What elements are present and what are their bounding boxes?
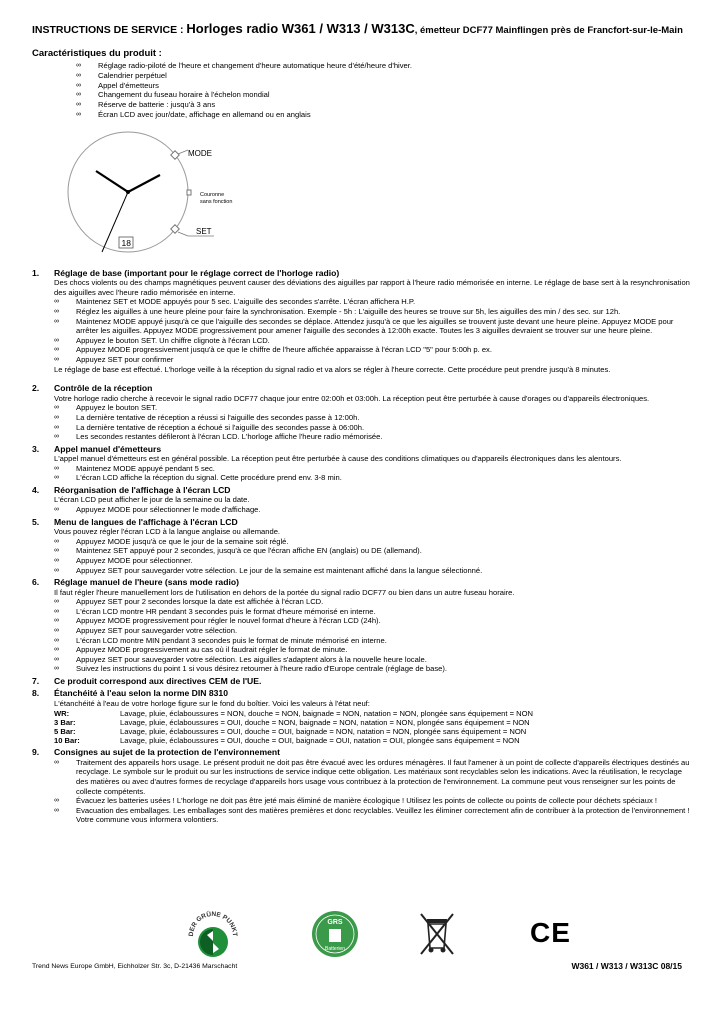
title-prefix: INSTRUCTIONS DE SERVICE : xyxy=(32,24,187,36)
features-list xyxy=(32,61,692,120)
wr-value: Lavage, pluie, éclaboussures = OUI, douche = OUI, baignade = NON, natation = NON, plongée sans équipement = NON xyxy=(120,726,527,736)
list-item: ∞ Réserve de batterie : jusqu'à 3 ans xyxy=(76,100,692,110)
list-item: ∞ Appuyez MODE progressivement jusqu'à ce que le chiffre de l'heure affichée apparaisse à l'écran LCD "5" pour 5:00h p. ex. xyxy=(54,345,692,355)
section-title: Ce produit correspond aux directives CEM de l'UE. xyxy=(54,675,262,686)
gruene-punkt-text: DER GRÜNE PUNKT xyxy=(187,910,239,937)
title-models: Horloges radio W361 / W313 / W313C xyxy=(186,21,415,36)
list-item: ∞ Appuyez MODE progressivement au cas où il faudrait régler le format de minute. xyxy=(54,645,692,655)
wr-value: Lavage, pluie, éclaboussures = OUI, douche = NON, baignade = NON, natation = NON, plongée sans équipement = NON xyxy=(120,717,530,727)
list-item: ∞ Appuyez MODE pour sélectionner. xyxy=(54,556,692,566)
list-item: ∞ L'écran LCD montre HR pendant 3 secondes puis le format d'heure mémorisé en interne. xyxy=(54,607,692,617)
section-intro: L'étanchéité à l'eau de votre horloge figure sur le fond du boîtier. Voici les valeurs à l'état neuf: xyxy=(54,698,370,708)
list-item: ∞ Réglez les aiguilles à une heure pleine pour faire la synchronisation. Exemple - 5h : L'aiguille des heures se trouve sur 5h, les aiguilles des min / des sec. sur 12h. xyxy=(54,307,692,317)
grs-text: GRS xyxy=(327,919,343,926)
list-item: ∞ Appuyez SET pour confirmer xyxy=(54,355,692,365)
section-number: 8. xyxy=(32,688,40,699)
section-number: 6. xyxy=(32,577,40,588)
document-code: W361 / W313 / W313C 08/15 xyxy=(571,961,682,971)
section-number: 1. xyxy=(32,267,40,278)
section-intro: L'appel manuel d'émetteurs est en général possible. La réception peut être perturbée à cause des conditions climatiques ou d'appareils électroniques dans les alentours. xyxy=(54,454,622,464)
weee-crossed-bin-icon xyxy=(418,911,456,957)
crown-label-2: sans fonction xyxy=(200,198,233,205)
set-leader xyxy=(178,232,188,236)
section-intro: Des chocs violents ou des champs magnétiques peuvent causer des déviations des aiguilles par rapport à l'heure radio mémorisée en interne. Le réglage de base sert à la resynchronisation des aiguilles avec l'heure radio mémorisée en interne. xyxy=(54,278,690,297)
section-outro: Le réglage de base est effectué. L'horloge veille à la réception du signal radio et va alors se régler à l'heure correcte. Cette procédure peut prendre jusqu'à 8 minutes. xyxy=(54,364,611,374)
section-list xyxy=(54,297,692,364)
list-item: ∞ Appuyez SET pour sauvegarder votre sélection. Le jour de la semaine est maintenant affiché dans la langue sélectionné. xyxy=(54,566,692,576)
page-title xyxy=(32,22,692,38)
wr-key: 10 Bar: xyxy=(54,736,80,746)
list-item: ∞ Appuyez MODE jusqu'à ce que le jour de la semaine soit réglé. xyxy=(54,537,692,547)
wr-key: 3 Bar: xyxy=(54,717,76,727)
set-label: SET xyxy=(196,226,212,236)
wr-key: 5 Bar: xyxy=(54,726,76,736)
section-5 xyxy=(32,517,692,575)
list-item: ∞ L'écran LCD affiche la réception du signal. Cette procédure prend env. 3-8 min. xyxy=(54,473,692,483)
list-item: ∞ Appuyez MODE progressivement pour régler le nouvel format d'heure à l'écran LCD (24h). xyxy=(54,616,692,626)
section-9 xyxy=(32,747,692,825)
list-item: ∞ Calendrier perpétuel xyxy=(76,71,692,81)
section-title: Réglage de base (important pour le réglage correct de l'horloge radio) xyxy=(54,267,340,278)
lcd-digits: 18 xyxy=(121,237,131,248)
company-address: Trend News Europe GmbH, Eichholzer Str. 3c, D-21436 Marschacht xyxy=(32,963,238,970)
list-item: ∞ Maintenez SET et MODE appuyés pour 5 sec. L'aiguille des secondes s'arrête. L'écran affichera H.P. xyxy=(54,297,692,307)
section-title: Étanchéité à l'eau selon la norme DIN 8310 xyxy=(54,688,228,699)
section-number: 5. xyxy=(32,516,40,527)
list-item: ∞ Maintenez MODE appuyé pendant 5 sec. xyxy=(54,464,692,474)
section-7 xyxy=(32,676,692,687)
list-item: ∞ Suivez les instructions du point 1 si vous désirez retourner à l'heure radio d'Europe centrale (réglage de base). xyxy=(54,664,692,674)
list-item: ∞ L'écran LCD montre MIN pendant 3 secondes puis le format de minute mémorisé en interne. xyxy=(54,636,692,646)
list-item: ∞ La dernière tentative de réception a réussi si l'aiguille des secondes passe à 12:00h. xyxy=(54,413,692,423)
section-number: 4. xyxy=(32,484,40,495)
section-title: Contrôle de la réception xyxy=(54,383,153,394)
section-title: Réglage manuel de l'heure (sans mode radio) xyxy=(54,577,239,588)
ce-mark-icon: CE xyxy=(530,917,571,948)
section-intro: Vous pouvez régler l'écran LCD à la langue anglaise ou allemande. xyxy=(54,527,281,537)
wr-value: Lavage, pluie, éclaboussures = OUI, douche = OUI, baignade = OUI, natation = OUI, plongée sans équipement = NON xyxy=(120,736,520,746)
hand-pivot xyxy=(126,190,130,194)
list-item: ∞ Changement du fuseau horaire à l'échelon mondial xyxy=(76,90,692,100)
section-list xyxy=(54,597,692,674)
section-intro: Votre horloge radio cherche à recevoir le signal radio DCF77 chaque jour entre 02:00h et 03:00h. La réception peut être perturbée à cause d'orages ou d'appareils électroniques. xyxy=(54,393,650,403)
section-intro: Il faut régler l'heure manuellement lors de l'utilisation en dehors de la portée du signal radio DCF77 ou bien dans un autre fuseau horaire. xyxy=(54,587,515,597)
section-list xyxy=(54,464,692,483)
list-item: ∞ Les secondes restantes défileront à l'écran LCD. L'horloge affiche l'heure radio mémorisée. xyxy=(54,432,692,442)
section-8 xyxy=(32,688,692,745)
footer xyxy=(32,905,692,985)
water-resistance-table xyxy=(54,709,692,746)
title-suffix: , émetteur DCF77 Mainflingen près de Francfort-sur-le-Main xyxy=(414,25,683,36)
grs-sub-text: Batterien xyxy=(324,946,346,952)
features-heading: Caractéristiques du produit : xyxy=(32,48,162,59)
instruction-sheet xyxy=(32,22,692,825)
section-number: 7. xyxy=(32,675,40,686)
section-title: Appel manuel d'émetteurs xyxy=(54,443,162,454)
list-item: ∞ Maintenez SET appuyé pour 2 secondes, jusqu'à ce que l'écran affiche EN (anglais) ou DE (allemand). xyxy=(54,546,692,556)
watch-diagram-svg xyxy=(32,126,272,264)
section-number: 9. xyxy=(32,747,40,758)
section-list xyxy=(54,505,692,515)
list-item: ∞ Appel d'émetteurs xyxy=(76,81,692,91)
crown-label-1: Couronne xyxy=(200,191,225,198)
list-item: ∞ Evacuation des emballages. Les emballages sont des matières premières et donc recyclables. Veuillez les éliminer correctement afin de contribuer à la protection de l'environnement ! Votre commune vous informera volontiers. xyxy=(54,806,692,825)
section-list xyxy=(54,758,692,825)
list-item: ∞ Écran LCD avec jour/date, affichage en allemand ou en anglais xyxy=(76,110,692,120)
section-title: Réorganisation de l'affichage à l'écran LCD xyxy=(54,484,231,495)
mode-label: MODE xyxy=(188,148,212,158)
list-item: ∞ Appuyez SET pour sauvegarder votre sélection. Les aiguilles s'adaptent alors à la nouvelle heure locale. xyxy=(54,655,692,665)
list-item: ∞ Appuyez SET pour sauvegarder votre sélection. xyxy=(54,626,692,636)
section-intro: L'écran LCD peut afficher le jour de la semaine ou la date. xyxy=(54,495,250,505)
crown-shape xyxy=(187,190,191,195)
section-2 xyxy=(32,383,692,441)
list-item: ∞ Appuyez SET pour 2 secondes lorsque la date est affichée à l'écran LCD. xyxy=(54,597,692,607)
section-3 xyxy=(32,444,692,483)
list-item: ∞ Appuyez MODE pour sélectionner le mode d'affichage. xyxy=(54,505,692,515)
wr-value: Lavage, pluie, éclaboussures = NON, douche = NON, baignade = NON, natation = NON, plongée sans équipement = NON xyxy=(120,708,534,718)
section-title: Consignes au sujet de la protection de l'environnement xyxy=(54,747,280,758)
list-item: ∞ Maintenez MODE appuyé jusqu'à ce que l'aiguille des secondes se déplace. Attendez jusqu'à ce que les aiguilles se trouvent juste devant une heure pleine. Appuyez MODE pour arrêter les aiguilles. Appuyez MODE progressivement pour amener l'aiguille des secondes à 12:00h exacte. Toutes les 3 aiguilles devraient se trouver sur une heure pleine. xyxy=(54,317,692,336)
section-title: Menu de langues de l'affichage à l'écran LCD xyxy=(54,516,238,527)
wr-key: WR: xyxy=(54,708,70,718)
list-item: ∞ Appuyez le bouton SET. xyxy=(54,403,692,413)
list-item: ∞ Réglage radio-piloté de l'heure et changement d'heure automatique heure d'été/heure d'hiver. xyxy=(76,61,692,71)
gruene-punkt-logo xyxy=(186,909,240,963)
watch-diagram xyxy=(32,126,692,264)
section-6 xyxy=(32,577,692,674)
section-number: 2. xyxy=(32,383,40,394)
list-item: ∞ Traitement des appareils hors usage. Le présent produit ne doit pas être évacué avec les ordures ménagères. Il faut l'amener à un point de collecte d'appareils électriques destinés au recyclage. Le symbole sur le produit ou sur les instructions de service indique cette obligation. Les matériaux sont recyclables selon les indications. Avec la réutilisation, le recyclage des matières ou avec d'autres formes de recyclage d'appareils hors usage vous contribuez à la protection de l'environnement. La commune peut vous renseigner sur les points de collecte compétents. xyxy=(54,758,692,796)
list-item: ∞ Évacuez les batteries usées ! L'horloge ne doit pas être jeté mais éliminé de manière écologique ! Utilisez les points de collecte ou points de collecte pour déchets spéciaux ! xyxy=(54,796,692,806)
list-item: ∞ La dernière tentative de réception a échoué si l'aiguille des secondes passe à 06:00h. xyxy=(54,423,692,433)
section-1 xyxy=(32,268,692,374)
section-list xyxy=(54,403,692,441)
section-4 xyxy=(32,485,692,515)
mode-leader xyxy=(178,150,188,154)
grs-batterien-logo xyxy=(310,909,360,959)
section-list xyxy=(54,537,692,575)
list-item: ∞ Appuyez le bouton SET. Un chiffre clignote à l'écran LCD. xyxy=(54,336,692,346)
section-number: 3. xyxy=(32,443,40,454)
